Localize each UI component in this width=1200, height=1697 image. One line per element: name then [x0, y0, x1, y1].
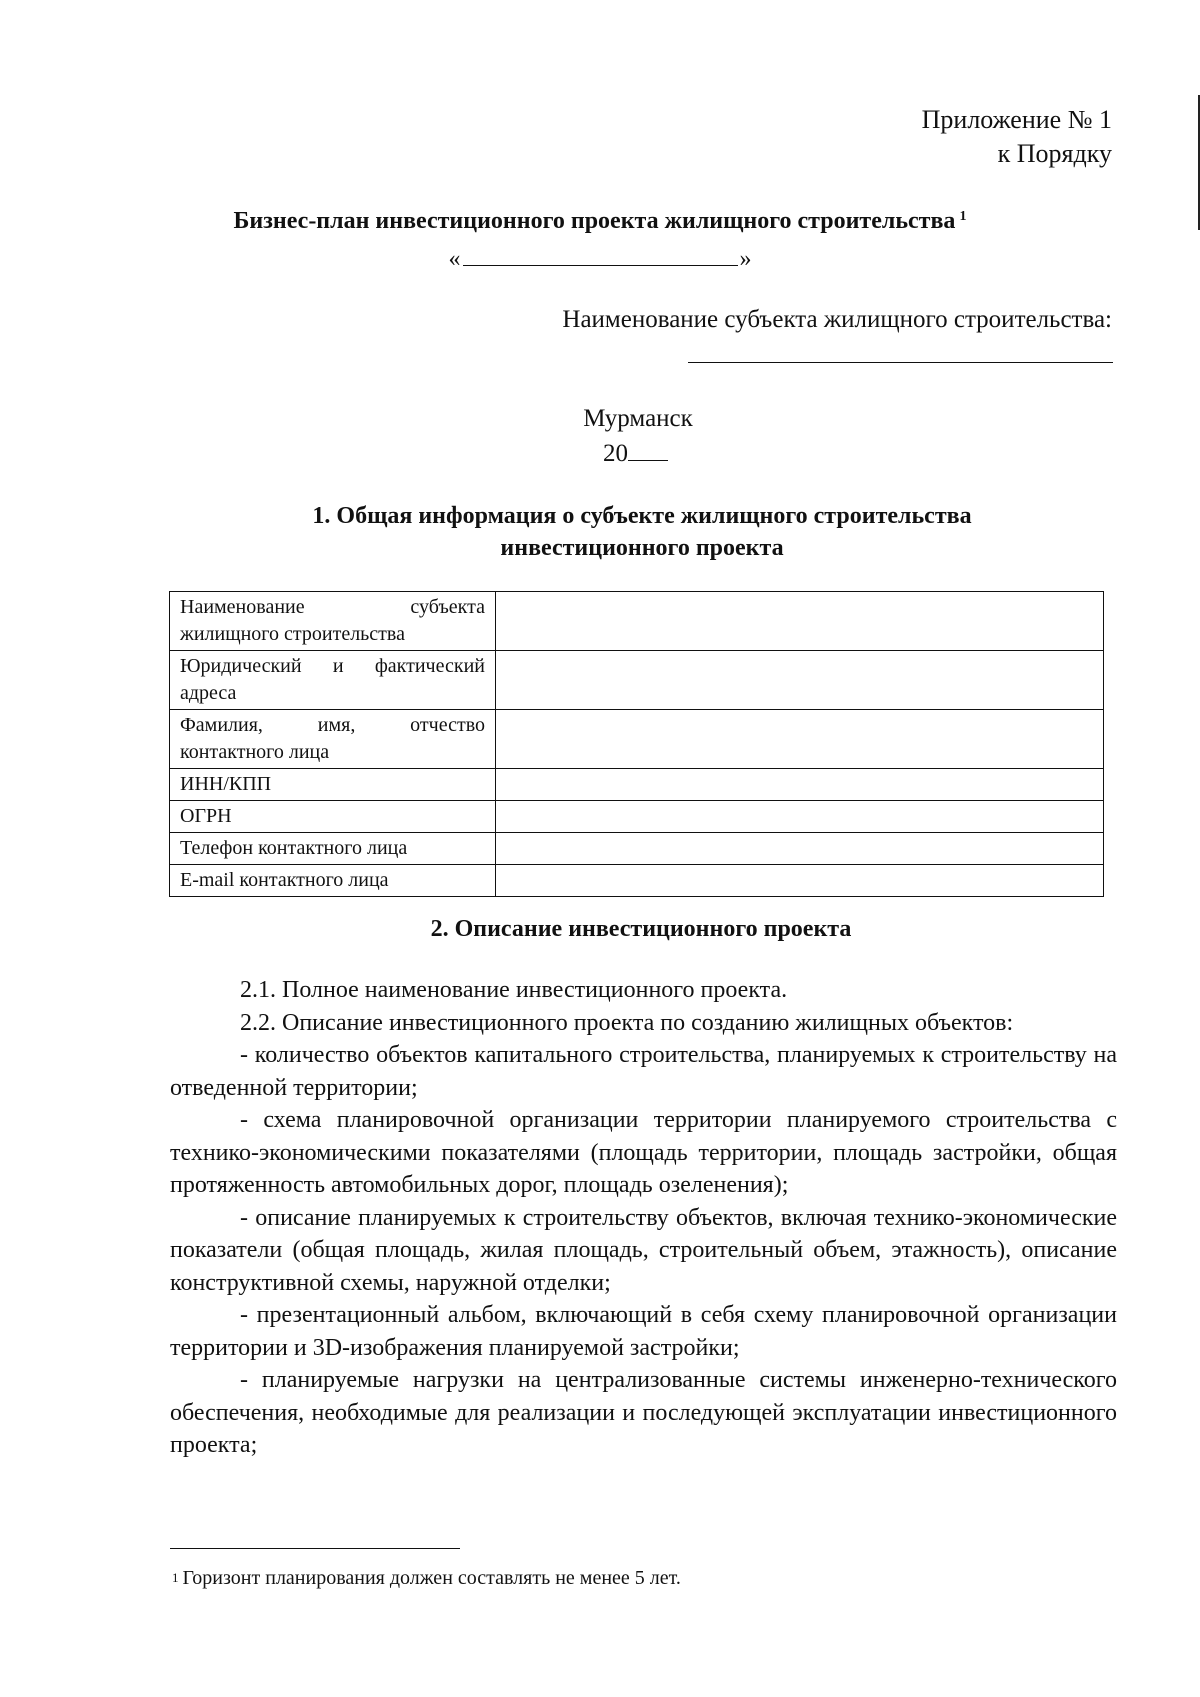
table-row: [170, 651, 1104, 710]
footnote-separator: [170, 1548, 460, 1549]
subject-name-label: Наименование субъекта жилищного строительства:: [562, 306, 1112, 333]
title-footnote-ref: 1: [959, 209, 967, 224]
quote-close: »: [739, 246, 752, 272]
project-name-blank: [463, 243, 738, 266]
document-title: [0, 206, 1200, 236]
table-row-value: [496, 769, 1104, 801]
body-paragraph: 2.2. Описание инвестиционного проекта по созданию жилищных объектов:: [240, 1009, 1014, 1036]
body-paragraph: - схема планировочной организации территории планируемого строительства с технико-экономическими показателями (площадь территории, площадь застройки, общая протяженность автомобильных дорог, площадь озеленения);: [170, 1107, 1117, 1198]
body-paragraph: - описание планируемых к строительству объектов, включая технико-экономические показатели (общая площадь, жилая площадь, строительный объем, этажность), описание конструктивной схемы, наружной отделки;: [170, 1204, 1117, 1296]
year-prefix: 20: [603, 440, 628, 467]
table-row-label: Фамилия, имя, отчество контактного лица: [170, 710, 496, 769]
section2-body: [170, 974, 1117, 1462]
table-row: [170, 865, 1104, 897]
table-row: [170, 769, 1104, 801]
section1-heading-line2: инвестиционного проекта: [500, 535, 784, 561]
table-row-value: [496, 865, 1104, 897]
footnote-number: 1: [172, 1570, 179, 1585]
table-row-label: ИНН/КПП: [170, 769, 496, 801]
body-paragraph: 2.1. Полное наименование инвестиционного проекта.: [240, 977, 788, 1003]
year-field: [603, 436, 668, 471]
table-row-value: [496, 592, 1104, 651]
table-row-value: [496, 801, 1104, 833]
table-row-value: [496, 710, 1104, 769]
quote-open: «: [448, 246, 461, 272]
table-row-label: Юридический и фактический адреса: [170, 651, 496, 710]
footnote: [172, 1565, 681, 1591]
appendix-reference: к Порядку: [997, 139, 1112, 168]
city-name: Мурманск: [583, 405, 693, 432]
section1-heading: [0, 500, 1200, 564]
body-paragraph: - презентационный альбом, включающий в себя схему планировочной организации территории и 3D-изображения планируемой застройки;: [170, 1302, 1117, 1361]
document-title-text: Бизнес-план инвестиционного проекта жилищного строительства: [233, 208, 956, 234]
appendix-header: [922, 103, 1112, 171]
year-blank: [628, 436, 668, 461]
table-row: [170, 801, 1104, 833]
table-row: [170, 833, 1104, 865]
table-row-value: [496, 651, 1104, 710]
section1-heading-line1: 1. Общая информация о субъекте жилищного строительства: [312, 503, 972, 529]
body-paragraph: - количество объектов капитального строительства, планируемых к строительству на отведенной территории;: [170, 1042, 1117, 1101]
appendix-number: Приложение № 1: [921, 105, 1112, 134]
table-row: [170, 710, 1104, 769]
footnote-text: Горизонт планирования должен составлять не менее 5 лет.: [182, 1567, 681, 1589]
project-name-field: [0, 243, 1200, 274]
table-row: [170, 592, 1104, 651]
table-row-label: ОГРН: [170, 801, 496, 833]
info-table: [169, 591, 1104, 897]
table-row-label: E-mail контактного лица: [170, 865, 496, 897]
table-row-value: [496, 833, 1104, 865]
section2-heading: 2. Описание инвестиционного проекта: [430, 916, 852, 942]
subject-name-blank: [688, 362, 1113, 363]
table-row-label: Телефон контактного лица: [170, 833, 496, 865]
table-row-label: Наименование субъекта жилищного строительства: [170, 592, 496, 651]
body-paragraph: - планируемые нагрузки на централизованные системы инженерно-технического обеспечения, необходимые для реализации и последующей эксплуатации инвестиционного проекта;: [170, 1367, 1117, 1458]
